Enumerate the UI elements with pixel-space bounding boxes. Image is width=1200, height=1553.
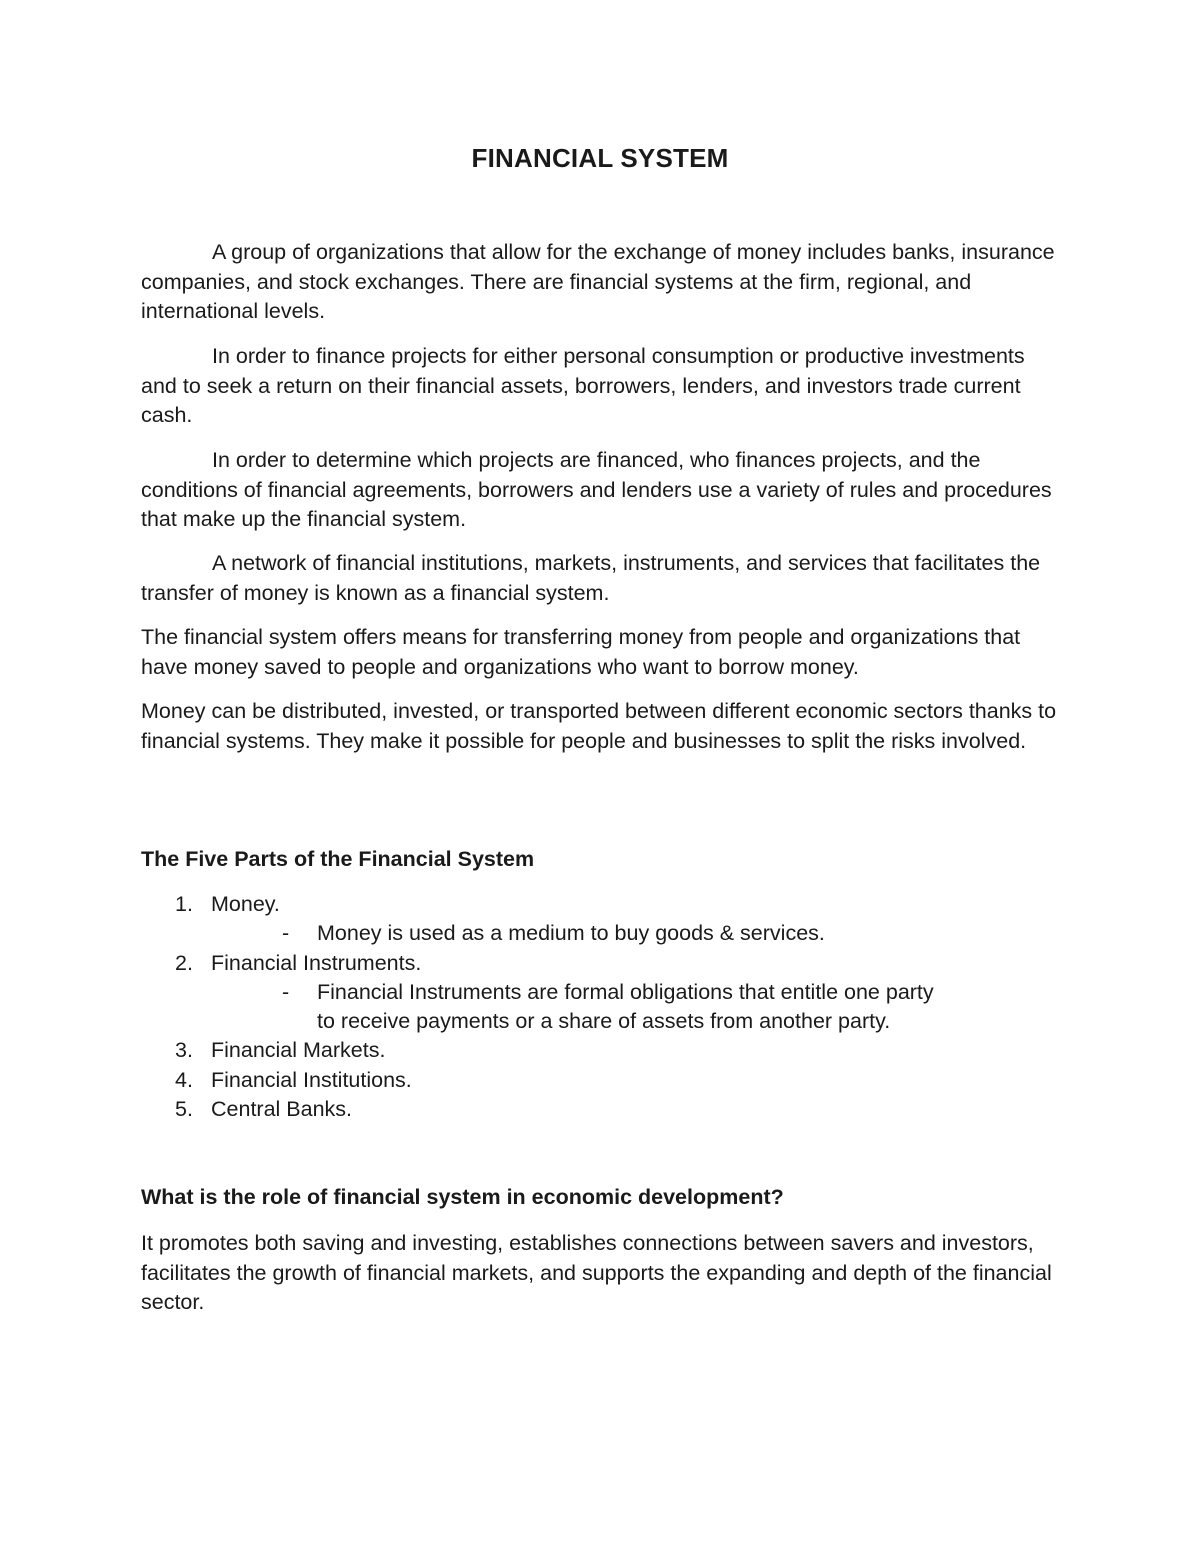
paragraph-5: The financial system offers means for transferring money from people and organizations that have money saved to people and organizations who want to borrow money. — [141, 625, 1021, 679]
sub-list-item — [141, 978, 1066, 1037]
dash-bullet: - — [282, 979, 290, 1004]
sub-item-text: Financial Instruments are formal obligations that entitle one party to receive payments or a share of assets from another party. — [317, 979, 934, 1034]
paragraph-2: In order to finance projects for either personal consumption or productive investments and to seek a return on their financial assets, borrowers, lenders, and investors trade current cash. — [141, 344, 1025, 427]
sub-item-text: Money is used as a medium to buy goods & services. — [317, 921, 825, 946]
list-item — [141, 1095, 1066, 1124]
section-heading-role: What is the role of financial system in economic development? — [141, 1185, 784, 1209]
paragraph-3: In order to determine which projects are financed, who finances projects, and the conditions of financial agreements, borrowers and lenders use a variety of rules and procedures that make up the financial system. — [141, 448, 1052, 531]
document-title: FINANCIAL SYSTEM — [471, 143, 729, 173]
section-heading-five-parts: The Five Parts of the Financial System — [141, 847, 535, 871]
five-parts-list — [141, 890, 1066, 1124]
paragraph-1: A group of organizations that allow for the exchange of money includes banks, insurance companies, and stock exchanges. There are financial systems at the firm, regional, and international levels. — [141, 240, 1055, 323]
paragraph-6: Money can be distributed, invested, or transported between different economic sectors thanks to financial systems. They make it possible for people and businesses to split the risks involved. — [141, 699, 1057, 753]
list-number: 2. — [175, 950, 193, 975]
list-item-text: Financial Instruments. — [211, 950, 422, 975]
paragraph-4: A network of financial institutions, markets, instruments, and services that facilitates the transfer of money is known as a financial system. — [141, 551, 1041, 605]
list-item-text: Financial Markets. — [211, 1038, 386, 1063]
list-number: 3. — [175, 1038, 193, 1063]
list-item-text: Money. — [211, 892, 280, 916]
list-item-text: Financial Institutions. — [211, 1067, 412, 1092]
dash-bullet: - — [282, 921, 290, 946]
list-number: 5. — [175, 1097, 193, 1122]
list-item — [141, 949, 1066, 978]
list-item — [141, 890, 1066, 919]
list-item — [141, 1036, 1066, 1065]
list-item — [141, 1066, 1066, 1095]
list-number: 1. — [175, 892, 193, 916]
list-item-text: Central Banks. — [211, 1097, 353, 1122]
sub-list-item — [141, 919, 1066, 948]
list-number: 4. — [175, 1067, 193, 1092]
paragraph-role: It promotes both saving and investing, establishes connections between savers and investors, facilitates the growth of financial markets, and supports the expanding and depth of the financial sector. — [141, 1231, 1052, 1314]
